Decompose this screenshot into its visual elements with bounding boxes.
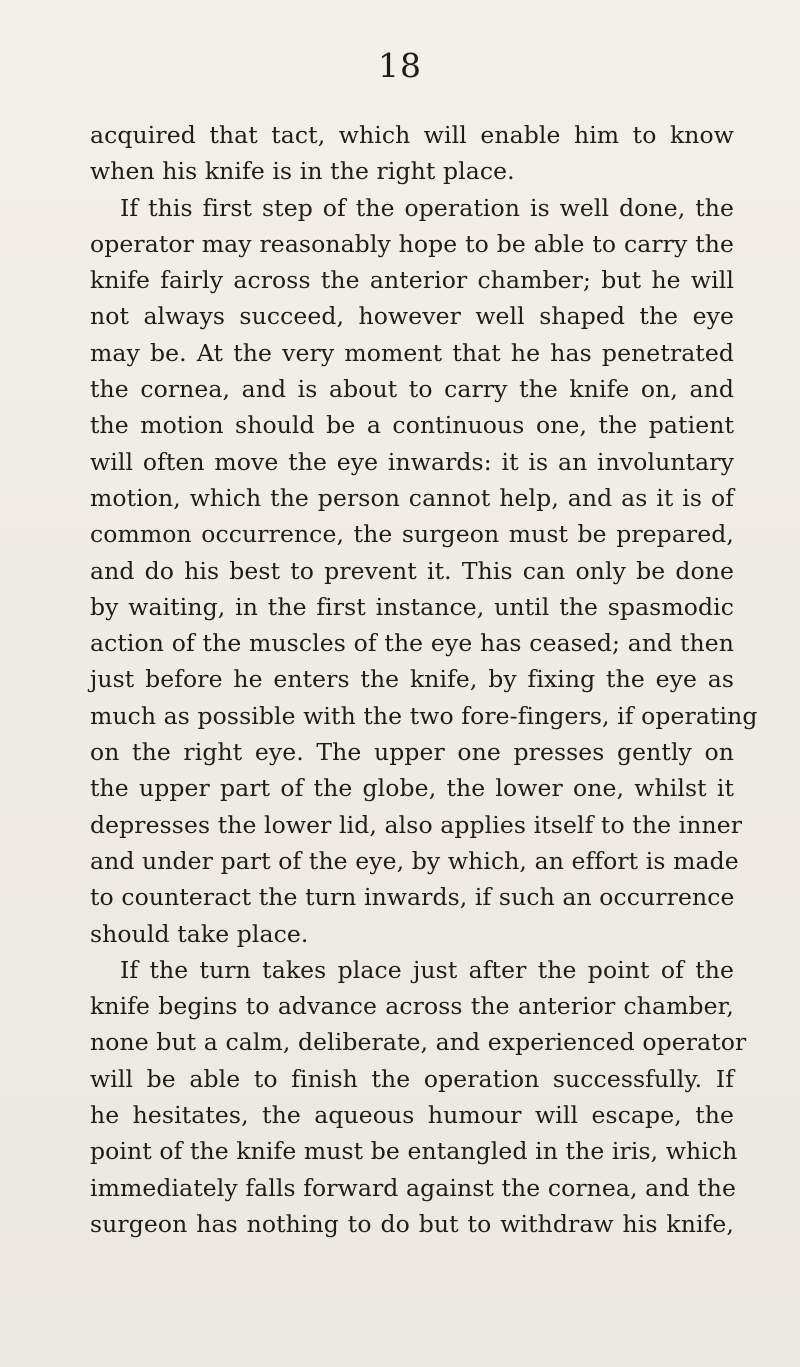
page-number: 18 xyxy=(378,46,422,85)
text-line: the upper part of the globe, the lower one, whilst it xyxy=(90,774,734,803)
paragraph-start-line: If the turn takes place just after the point of the xyxy=(120,955,734,984)
text-line: the motion should be a continuous one, the patient xyxy=(90,411,734,440)
text-line: not always succeed, however well shaped the eye xyxy=(90,302,734,331)
text-line: operator may reasonably hope to be able to carry the xyxy=(90,229,734,258)
text-line: surgeon has nothing to do but to withdraw his knife, xyxy=(90,1209,734,1238)
text-line: depresses the lower lid, also applies itself to the inner xyxy=(90,810,743,839)
page-text xyxy=(90,117,758,1242)
text-line: on the right eye. The upper one presses gently on xyxy=(90,738,734,767)
text-line: may be. At the very moment that he has penetrated xyxy=(90,338,734,367)
text-line: will often move the eye inwards: it is an involuntary xyxy=(90,447,734,476)
text-line: motion, which the person cannot help, and as it is of xyxy=(90,483,734,512)
text-line: just before he enters the knife, by fixing the eye as xyxy=(90,665,734,694)
text-line: action of the muscles of the eye has ceased; and then xyxy=(90,629,734,658)
text-line: none but a calm, deliberate, and experienced operator xyxy=(90,1028,747,1057)
text-line: common occurrence, the surgeon must be prepared, xyxy=(90,520,734,549)
text-line: when his knife is in the right place. xyxy=(90,157,515,186)
text-line: by waiting, in the first instance, until the spasmodic xyxy=(90,592,734,621)
text-line: much as possible with the two fore-fingers, if operating xyxy=(90,701,758,730)
text-line: will be able to finish the operation successfully. If xyxy=(90,1064,734,1093)
text-line: he hesitates, the aqueous humour will escape, the xyxy=(90,1101,734,1130)
text-line: knife fairly across the anterior chamber; but he will xyxy=(90,266,734,295)
text-line: point of the knife must be entangled in the iris, which xyxy=(90,1137,738,1166)
text-line: to counteract the turn inwards, if such an occurrence xyxy=(90,883,735,912)
text-line: knife begins to advance across the anterior chamber, xyxy=(90,992,734,1021)
paragraph-start-line: If this first step of the operation is well done, the xyxy=(120,193,734,222)
text-line: and do his best to prevent it. This can only be done xyxy=(90,556,734,585)
text-line: the cornea, and is about to carry the knife on, and xyxy=(90,375,734,404)
text-line: immediately falls forward against the cornea, and the xyxy=(90,1173,737,1202)
text-line: acquired that tact, which will enable him to know xyxy=(90,121,734,149)
text-line: and under part of the eye, by which, an effort is made xyxy=(90,846,739,875)
text-line: should take place. xyxy=(90,919,309,948)
